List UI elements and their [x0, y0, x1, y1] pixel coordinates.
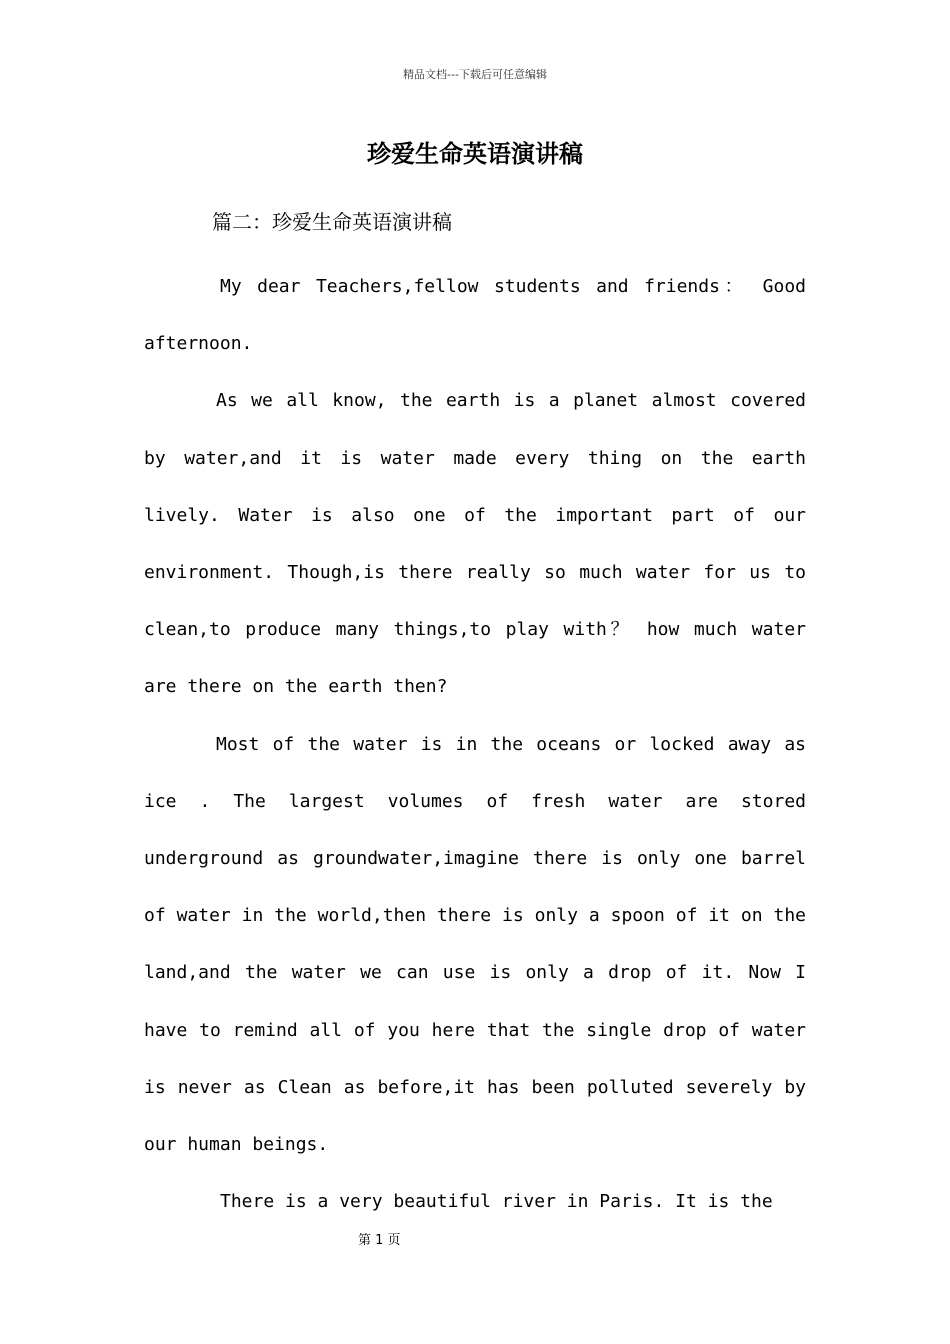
- paragraph-paris-river: There is a very beautiful river in Paris. It is the: [220, 1191, 773, 1213]
- paragraph-greeting: My dear Teachers,fellow students and friends： Good afternoon.: [144, 276, 806, 355]
- document-subtitle: 篇二：珍爱生命英语演讲稿: [212, 210, 452, 234]
- page-header: 精品文档---下载后可任意编辑: [403, 68, 547, 81]
- paragraph-water-earth: As we all know, the earth is a planet almost covered by water,and it is water made every thing on the earth lively. Water is also one of the important part of our environment. Though,is there really so much water for us to clean,to produce many things,to play with？ how much water are there on the earth then?: [144, 390, 806, 698]
- document-title: 珍爱生命英语演讲稿: [367, 139, 583, 168]
- paragraph-fresh-water: Most of the water is in the oceans or locked away as ice . The largest volumes of fresh water are stored underground as groundwater,imagine there is only one barrel of water in the world,then there is only a spoon of it on the land,and the water we can use is only a drop of it. Now I have to remind all of you here that the single drop of water is never as Clean as before,it has been polluted severely by our human beings.: [144, 733, 806, 1156]
- page-number: 第 1 页: [358, 1233, 401, 1248]
- document-body: [144, 258, 806, 1230]
